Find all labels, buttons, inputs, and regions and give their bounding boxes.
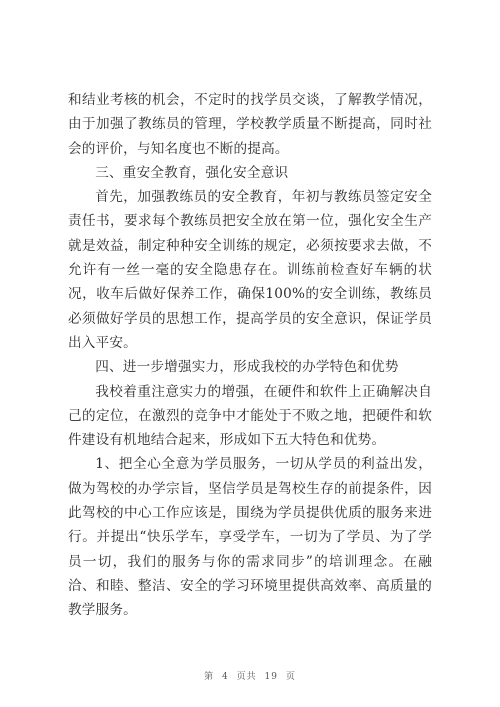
paragraph-item-1: 1、把全心全意为学员服务，一切从学员的利益出发，做为驾校的办学宗旨，坚信学员是驾校生存的前提条件，因此驾校的中心工作应该是，围绕为学员提供优质的服务来进行。并提出“快乐学车，享受学车，一切为了学员、为了学员一切，我们的服务与你的需求同步”的培训理念。在融洽、和睦、整洁、安全的学习环境里提供高效率、高质量的教学服务。 xyxy=(68,456,432,619)
section-heading-strength: 四、进一步增强实力，形成我校的办学特色和优势 xyxy=(95,359,399,376)
footer-page-number: 4 xyxy=(222,672,229,682)
footer-suffix: 页 xyxy=(285,672,296,682)
document-body xyxy=(68,88,432,623)
page-footer xyxy=(0,669,500,682)
paragraph-strength: 我校着重注意实力的增强，在硬件和软件上正确解决自己的定位，在激烈的竞争中才能处于不败之地，把硬件和软件建设有机地结合起来，形成如下五大特色和优势。 xyxy=(68,383,432,449)
footer-mid: 页共 xyxy=(236,672,257,682)
paragraph-safety: 首先，加强教练员的安全教育，年初与教练员签定安全责任书，要求每个教练员把安全放在第一位，强化安全生产就是效益，制定种种安全训练的规定，必须按要求去做，不允许有一丝一毫的安全隐患存在。训练前检查好车辆的状况，收车后做好保养工作，确保100%的安全训练，教练员必须做好学员的思想工作，提高学员的安全意识，保证学员出入平安。 xyxy=(68,189,432,351)
paragraph-continuation: 和结业考核的机会，不定时的找学员交谈，了解教学情况，由于加强了教练员的管理，学校教学质量不断提高，同时社会的评价，与知名度也不断的提高。 xyxy=(68,92,432,157)
footer-prefix: 第 xyxy=(204,672,215,682)
footer-total-pages: 19 xyxy=(264,672,278,682)
section-heading-safety: 三、重安全教育，强化安全意识 xyxy=(95,164,289,181)
